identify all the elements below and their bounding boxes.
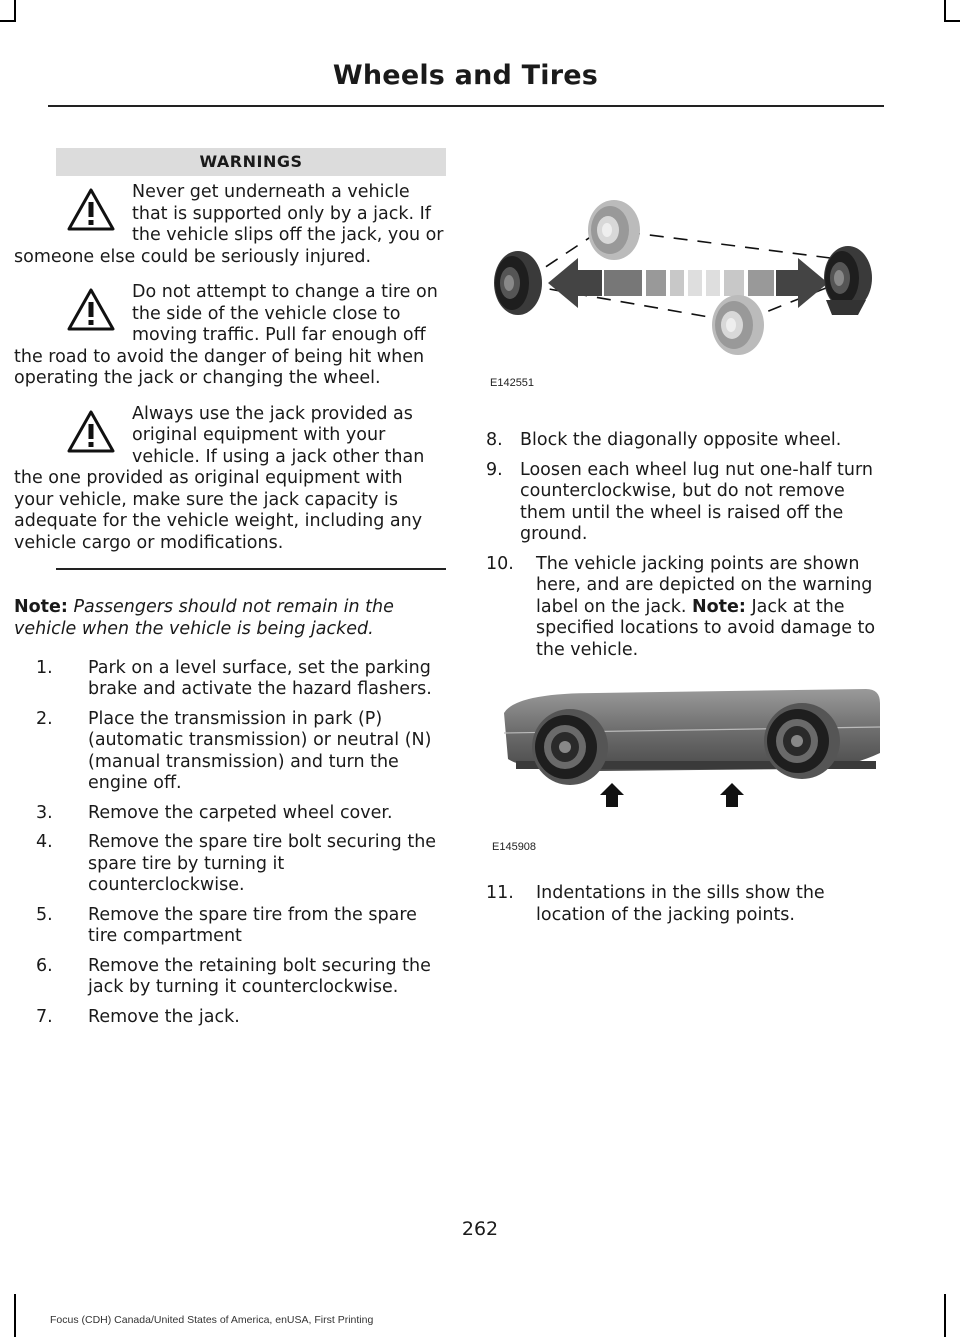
figure-code: E142551 (490, 377, 535, 389)
warning-triangle-icon (66, 406, 116, 458)
step-text: The vehicle jacking points are shown here, and are depicted on the warning label on the jack. (536, 553, 873, 617)
step-text: Remove the spare tire bolt securing the spare tire by turning it counterclockwise. (88, 832, 437, 895)
steps-list-right-2 (486, 883, 882, 926)
step-number: 3. (36, 802, 53, 823)
figure-code: E145908 (492, 841, 537, 853)
crop-mark (0, 20, 14, 22)
warning-triangle-icon (66, 284, 116, 336)
wheel-block-illustration (486, 180, 882, 395)
step-number: 8. (486, 430, 503, 450)
step-number: 6. (36, 955, 53, 976)
car-side-illustration (486, 673, 882, 858)
right-column (486, 180, 882, 934)
warnings-rule (56, 568, 446, 570)
warning-text: Do not attempt to change a tire on the side of the vehicle close to moving traffic. Pull far enough off the road to avoid the danger of being hit when operating the jack or changing the wheel. (14, 282, 438, 388)
step-note-label: Note: (692, 596, 746, 617)
footer-text: Focus (CDH) Canada/United States of America, enUSA, First Printing (50, 1314, 374, 1326)
note-label: Note: (14, 597, 68, 617)
list-item (14, 709, 446, 795)
step-number: 4. (36, 832, 53, 852)
left-column (14, 148, 446, 1036)
step-text: Block the diagonally opposite wheel. (520, 430, 842, 450)
page-title: Wheels and Tires (332, 60, 598, 91)
step-number: 9. (486, 459, 503, 480)
crop-mark (944, 0, 946, 22)
list-item (14, 658, 446, 701)
warnings-heading: WARNINGS (56, 148, 446, 176)
list-item (486, 460, 882, 546)
step-number: 10. (486, 553, 514, 574)
list-item (486, 554, 882, 662)
step-number: 2. (36, 708, 53, 729)
list-item (14, 803, 446, 825)
note-text: Passengers should not remain in the vehicle when the vehicle is being jacked. (14, 597, 394, 639)
page-number: 262 (461, 1218, 499, 1240)
warning-text: Always use the jack provided as original equipment with your vehicle. If using a jack other than the one provided as original equipment with your vehicle, make sure the jack capacity is adequate for the vehicle weight, including any vehicle cargo or modifications. (14, 403, 425, 553)
step-number: 5. (36, 904, 53, 925)
list-item (14, 1007, 446, 1029)
warning-triangle-icon (66, 184, 116, 236)
warning-item (14, 282, 446, 390)
step-number: 11. (486, 883, 514, 903)
list-item (14, 905, 446, 948)
step-text: Loosen each wheel lug nut one-half turn counterclockwise, but do not remove them until the wheel is raised off the ground. (520, 459, 873, 544)
crop-mark (944, 1294, 946, 1337)
step-number: 7. (36, 1006, 53, 1027)
list-item (14, 832, 446, 897)
warning-text: Never get underneath a vehicle that is supported only by a jack. If the vehicle slips off the jack, you or someone else could be seriously injured. (14, 182, 444, 267)
figure-jacking-points (486, 673, 882, 883)
step-text: Remove the spare tire from the spare tire compartment (88, 904, 417, 946)
step-text: Remove the retaining bolt securing the jack by turning it counterclockwise. (88, 955, 431, 997)
step-note-text: Jack at the specified locations to avoid damage to the vehicle. (536, 596, 876, 660)
crop-mark (14, 0, 16, 22)
step-text: Remove the carpeted wheel cover. (88, 802, 393, 823)
crop-mark (14, 1294, 16, 1337)
warning-item (14, 404, 446, 555)
list-item (486, 430, 882, 452)
steps-list-left (14, 658, 446, 1029)
step-text: Place the transmission in park (P) (automatic transmission) or neutral (N) (manual transmission) and turn the engine off. (88, 708, 432, 793)
step-text: Park on a level surface, set the parking brake and activate the hazard flashers. (88, 657, 432, 699)
step-text: Remove the jack. (88, 1006, 240, 1027)
header-rule (48, 105, 884, 107)
list-item (486, 883, 882, 926)
note (14, 596, 446, 640)
list-item (14, 956, 446, 999)
warning-item (14, 182, 446, 268)
figure-wheel-diagram (486, 180, 882, 420)
steps-list-right (486, 430, 882, 661)
step-text: Indentations in the sills show the location of the jacking points. (536, 883, 825, 925)
step-number: 1. (36, 657, 53, 678)
crop-mark (946, 20, 960, 22)
